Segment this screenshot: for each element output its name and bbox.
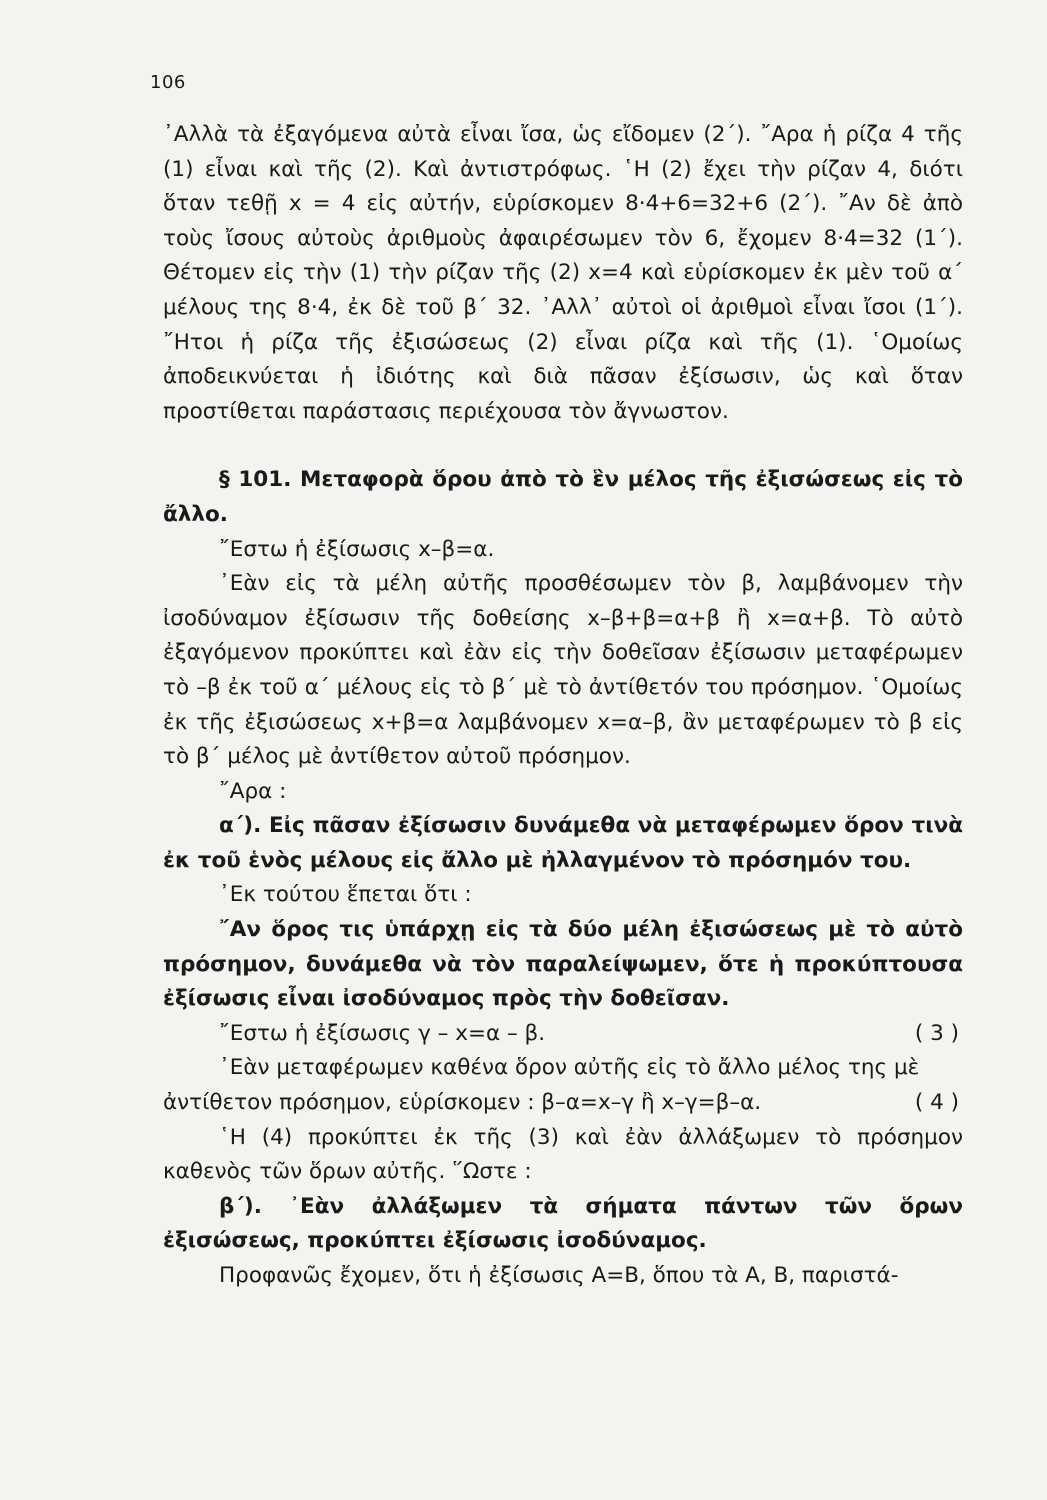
section-heading: § 101. Μεταφορὰ ὅρου ἀπὸ τὸ ἓν μέλος τῆς ἐξισώσεως εἰς τὸ ἄλλο.	[163, 467, 963, 527]
page-body	[163, 118, 963, 1294]
equation-3-number: ( 3 )	[914, 1020, 959, 1046]
rule-b: β΄). ᾿Εὰν ἀλλάξωμεν τὰ σήματα πάντων τῶν ὅρων ἐξισώσεως, προκύπτει ἐξίσωσις ἰσοδύναμος.	[163, 1193, 963, 1254]
rule-a: α΄). Εἰς πᾶσαν ἐξίσωσιν δυνάμεθα νὰ μεταφέρωμεν ὅρον τινὰ ἐκ τοῦ ἑνὸς μέλους εἰς ἄλλο μὲ ἠλλαγμένον τὸ πρόσημόν του.	[163, 813, 963, 873]
equation-3-row	[163, 1017, 963, 1052]
rule-a-corollary: ῎Αν ὅρος τις ὑπάρχῃ εἰς τὰ δύο μέλη ἐξισώσεως μὲ τὸ αὐτὸ πρόσημον, δυνάμεθα νὰ τὸν παραλείψωμεν, ὅτε ἡ προκύπτουσα ἐξίσωσις εἶναι ἰσοδύναμος πρὸς τὴν δοθεῖσαν.	[163, 917, 963, 1012]
paragraph-4-from-3: ῾Η (4) προκύπτει ἐκ τῆς (3) καὶ ἐὰν ἀλλάξωμεν τὸ πρόσημον καθενὸς τῶν ὅρων αὐτῆς. ῞Ωστε :	[163, 1124, 963, 1185]
paragraph-move-terms: ᾿Εὰν μεταφέρωμεν καθένα ὅρον αὐτῆς εἰς τὸ ἄλλο μέλος της μὲ	[219, 1055, 920, 1081]
paragraph-obviously: Προφανῶς ἔχομεν, ὅτι ἡ ἐξίσωσις A=B, ὅπου τὰ A, B, παριστά-	[219, 1263, 899, 1288]
equation-4-number: ( 4 )	[914, 1090, 959, 1116]
paragraph-proof-end: ᾿Αλλὰ τὰ ἐξαγόμενα αὐτὰ εἶναι ἴσα, ὡς εἴδομεν (2΄). ῎Αρα ἡ ρίζα 4 τῆς (1) εἶναι καὶ τῆς (2). Καὶ ἀντιστρόφως. ῾Η (2) ἔχει τὴν ρίζαν 4, διότι ὅταν τεθῇ x = 4 εἰς αὐτήν, εὑρίσκομεν 8·4+6=32+6 (2΄). ῎Αν δὲ ἀπὸ τοὺς ἴσους αὐτοὺς ἀριθμοὺς ἀφαιρέσωμεν τὸν 6, ἔχομεν 8·4=32 (1΄). Θέτομεν εἰς τὴν (1) τὴν ρίζαν τῆς (2) x=4 καὶ εὑρίσκομεν ἐκ μὲν τοῦ α΄ μέλους της 8·4, ἐκ δὲ τοῦ β΄ 32. ᾿Αλλ᾿ αὐτοὶ οἱ ἀριθμοὶ εἶναι ἴσοι (1΄). ῎Ητοι ἡ ρίζα τῆς ἐξισώσεως (2) εἶναι ρίζα καὶ τῆς (1). ῾Ομοίως ἀποδεικνύεται ἡ ἰδιότης καὶ διὰ πᾶσαν ἐξίσωσιν, ὡς καὶ ὅταν προστίθεται παράστασις περιέχουσα τὸν ἄγνωστον.	[163, 122, 963, 424]
equation-4-row	[163, 1086, 963, 1121]
paragraph-let-equation: ῎Εστω ἡ ἐξίσωσις x–β=α.	[219, 536, 495, 562]
page-number: 106	[150, 72, 186, 93]
equation-4-text: ἀντίθετον πρόσημον, εὑρίσκομεν : β–α=x–γ ἢ x–γ=β–α.	[163, 1090, 762, 1116]
paragraph-add-beta: ᾿Εὰν εἰς τὰ μέλη αὐτῆς προσθέσωμεν τὸν β, λαμβάνομεν τὴν ἰσοδύναμον ἐξίσωσιν τῆς δοθείσης x–β+β=α+β ἢ x=α+β. Τὸ αὐτὸ ἐξαγόμενον προκύπτει καὶ ἐὰν εἰς τὴν δοθεῖσαν ἐξίσωσιν μεταφέρωμεν τὸ –β ἐκ τοῦ α΄ μέλους εἰς τὸ β΄ μὲ τὸ ἀντίθετόν του πρόσημον. ῾Ομοίως ἐκ τῆς ἐξισώσεως x+β=α λαμβάνομεν x=α–β, ἂν μεταφέρωμεν τὸ β εἰς τὸ β΄ μέλος μὲ ἀντίθετον αὐτοῦ πρόσημον.	[163, 571, 963, 770]
paragraph-it-follows: ᾿Εκ τούτου ἕπεται ὅτι :	[219, 882, 472, 908]
equation-3-text: ῎Εστω ἡ ἐξίσωσις γ – x=α – β.	[219, 1020, 546, 1046]
paragraph-therefore: ῎Αρα :	[219, 778, 287, 804]
